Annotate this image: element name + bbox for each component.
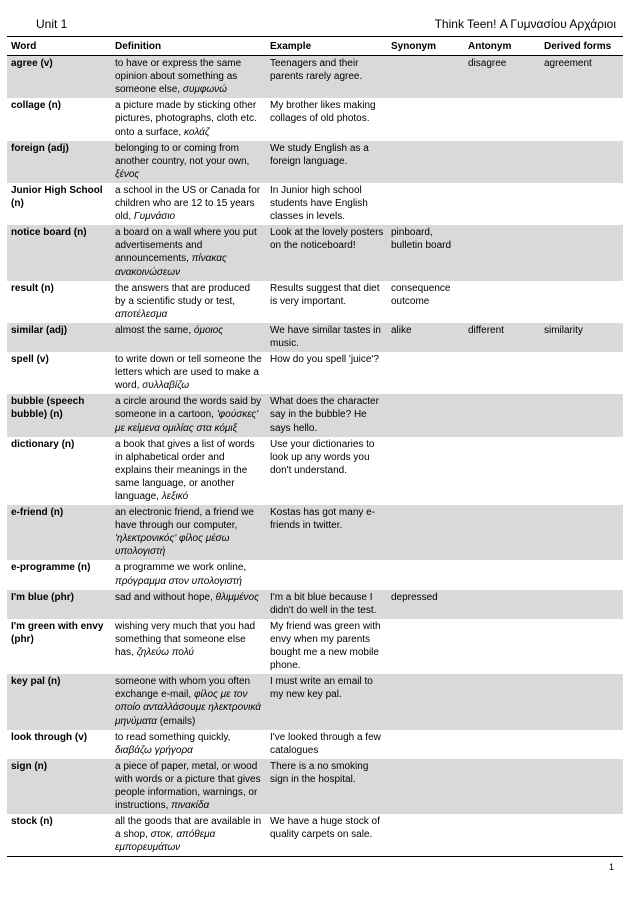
definition-text: an electronic friend, a friend we have through our computer, (115, 507, 254, 532)
antonym-cell: disagree (464, 56, 540, 99)
derived-forms-cell (540, 759, 623, 814)
definition-text: someone with whom you often exchange e-mail, (115, 676, 251, 701)
example-cell: My friend was green with envy when my parents bought me a new mobile phone. (270, 620, 381, 672)
definition-text: almost the same, (115, 324, 194, 336)
greek-translation: όμοιος (193, 324, 224, 336)
word-cell: look through (v) (11, 731, 88, 743)
antonym-cell (464, 183, 540, 225)
synonym-cell (387, 437, 464, 505)
antonym-cell (464, 394, 540, 436)
example-cell: Teenagers and their parents rarely agree. (266, 56, 387, 99)
word-cell: e-friend (n) (7, 505, 111, 560)
synonym-cell: depressed (387, 590, 464, 619)
table-row (7, 560, 623, 589)
definition-cell (111, 759, 266, 814)
word-cell: e-programme (n) (11, 562, 91, 574)
table-row (7, 281, 623, 323)
derived-forms-cell (540, 98, 623, 140)
greek-translation: 'ηλεκτρονικός' φίλος μέσω υπολογιστή (115, 533, 230, 558)
column-header-definition: Definition (111, 38, 266, 56)
derived-forms-cell (540, 619, 623, 674)
antonym-cell (464, 590, 540, 619)
derived-forms-cell (540, 674, 623, 729)
greek-translation: ξένος (115, 168, 140, 180)
derived-forms-cell (540, 814, 623, 857)
table-row (7, 814, 623, 857)
synonym-cell (387, 560, 464, 589)
example-cell (266, 560, 387, 589)
antonym-cell (464, 814, 540, 857)
word-cell: result (n) (11, 282, 54, 294)
definition-text: a school in the US or Canada for children who are 12 to 15 years old, (115, 184, 261, 223)
definition-cell (111, 437, 266, 505)
greek-translation: πρόγραμμα στον υπολογιστή (115, 575, 242, 587)
definition-text: a piece of paper, metal, or wood with words or a picture that gives people information, warnings, or instructions, (115, 760, 261, 812)
table-row (7, 437, 623, 505)
example-cell: There is a no smoking sign in the hospital. (266, 759, 387, 814)
derived-forms-cell (540, 590, 623, 619)
derived-forms-cell (540, 394, 623, 436)
definition-cell (111, 814, 266, 857)
example-cell: I'm a bit blue because I didn't do well in the test. (266, 590, 387, 619)
word-cell: I'm green with envy (phr) (11, 620, 104, 645)
table-row (7, 56, 623, 99)
example-cell: Kostas has got many e-friends in twitter. (266, 505, 387, 560)
antonym-cell: different (464, 323, 540, 352)
greek-translation: πινακίδα (171, 800, 210, 812)
definition-text: a programme we work online, (115, 562, 247, 574)
vocabulary-table (7, 38, 623, 857)
definition-cell (111, 281, 266, 323)
greek-translation: συλλαβίζω (142, 380, 190, 392)
table-row (7, 394, 623, 436)
synonym-cell (387, 98, 464, 140)
synonym-cell (387, 674, 464, 729)
definition-suffix: (emails) (157, 715, 196, 727)
table-row (7, 323, 623, 352)
word-cell: sign (n) (7, 759, 111, 814)
derived-forms-cell (540, 183, 623, 225)
antonym-cell (464, 281, 540, 323)
greek-translation: φίλος με τον οποίο ανταλλάσουμε ηλεκτρονικά μηνύματα (115, 689, 261, 727)
word-cell: foreign (adj) (7, 141, 111, 183)
definition-cell (111, 352, 266, 394)
greek-translation: ζηλεύω πολύ (136, 647, 194, 659)
table-row (7, 352, 623, 394)
greek-translation: στοκ, απόθεμα εμπορευμάτων (115, 829, 216, 854)
example-cell: Use your dictionaries to look up any words you don't understand. (270, 438, 375, 476)
synonym-cell (387, 730, 464, 759)
synonym-cell (387, 619, 464, 674)
word-cell: bubble (speech bubble) (n) (7, 394, 111, 436)
synonym-cell (387, 394, 464, 436)
greek-translation: διαβάζω γρήγορα (115, 744, 193, 756)
example-cell: Results suggest that diet is very important. (270, 282, 380, 307)
word-cell: collage (n) (11, 100, 62, 112)
table-row (7, 225, 623, 280)
page-header (36, 17, 616, 35)
synonym-cell (387, 183, 464, 225)
example-cell: My brother likes making collages of old photos. (270, 100, 376, 125)
example-cell: I must write an email to my new key pal. (266, 674, 387, 729)
word-cell: similar (adj) (7, 323, 111, 352)
derived-forms-cell: similarity (540, 323, 623, 352)
greek-translation: θλιμμένος (215, 591, 259, 603)
example-cell: What does the character say in the bubble? He says hello. (266, 394, 387, 436)
derived-forms-cell (540, 505, 623, 560)
synonym-cell (387, 814, 464, 857)
antonym-cell (464, 505, 540, 560)
antonym-cell (464, 560, 540, 589)
table-row (7, 505, 623, 560)
word-cell: stock (n) (7, 814, 111, 857)
example-cell: How do you spell 'juice'? (270, 354, 379, 366)
definition-text: to read something quickly, (115, 731, 231, 743)
derived-forms-cell (540, 225, 623, 280)
synonym-cell: consequence outcome (391, 282, 451, 307)
table-row (7, 674, 623, 729)
example-cell: I've looked through a few catalogues (270, 731, 381, 756)
greek-translation: λεξικό (161, 491, 189, 502)
definition-cell (111, 674, 266, 729)
example-cell: We study English as a foreign language. (266, 141, 387, 183)
word-cell: notice board (n) (7, 225, 111, 280)
column-header-synonym: Synonym (387, 38, 464, 56)
example-cell: We have a huge stock of quality carpets on sale. (266, 814, 387, 857)
definition-cell (111, 225, 266, 280)
synonym-cell: pinboard, bulletin board (387, 225, 464, 280)
derived-forms-cell (540, 437, 623, 505)
example-cell: Look at the lovely posters on the noticeboard! (266, 225, 387, 280)
greek-translation: αποτέλεσμα (115, 308, 168, 320)
greek-translation: 'φούσκες' με κείμενα ομιλίας στα κόμιξ (115, 409, 259, 434)
synonym-cell (387, 352, 464, 394)
definition-cell (111, 98, 266, 140)
antonym-cell (464, 759, 540, 814)
antonym-cell (464, 619, 540, 674)
definition-cell (111, 183, 266, 225)
antonym-cell (464, 225, 540, 280)
table-row (7, 98, 623, 140)
definition-text: sad and without hope, (115, 591, 216, 603)
word-cell: I'm blue (phr) (7, 590, 111, 619)
synonym-cell: alike (387, 323, 464, 352)
synonym-cell (387, 141, 464, 183)
derived-forms-cell (540, 730, 623, 759)
word-cell: spell (v) (11, 354, 49, 366)
greek-translation: Γυμνάσιο (133, 211, 176, 223)
unit-label: Unit 1 (36, 17, 68, 31)
derived-forms-cell (540, 281, 623, 323)
synonym-cell (387, 56, 464, 99)
antonym-cell (464, 141, 540, 183)
definition-cell (111, 394, 266, 436)
column-header-word: Word (7, 38, 111, 56)
word-cell: key pal (n) (7, 674, 111, 729)
table-row (7, 759, 623, 814)
example-cell: In Junior high school students have English classes in levels. (270, 184, 368, 223)
synonym-cell (387, 759, 464, 814)
antonym-cell (464, 674, 540, 729)
column-header-example: Example (266, 38, 387, 56)
definition-text: to have or express the same opinion about something as someone else, (115, 58, 242, 96)
column-header-antonym: Antonym (464, 38, 540, 56)
definition-text: belonging to or coming from another country, not your own, (115, 142, 250, 167)
definition-text: a picture made by sticking other pictures, photographs, cloth etc. onto a surface, (115, 100, 257, 138)
antonym-cell (464, 437, 540, 505)
definition-text: the answers that are produced by a scientific study or test, (115, 282, 251, 307)
column-header-derived-forms: Derived forms (540, 38, 623, 56)
definition-cell (111, 560, 266, 589)
greek-translation: πίνακας ανακοινώσεων (115, 253, 227, 278)
definition-text: to write down or tell someone the letters which are used to make a word, (115, 354, 262, 392)
antonym-cell (464, 352, 540, 394)
definition-cell (111, 730, 266, 759)
example-cell: We have similar tastes in music. (266, 323, 387, 352)
definition-text: a book that gives a list of words in alphabetical order and explains their meanings in the same language, or another language, (115, 438, 255, 502)
antonym-cell (464, 98, 540, 140)
table-row (7, 730, 623, 759)
definition-cell (111, 505, 266, 560)
definition-text: a circle around the words said by someone in a cartoon, (115, 396, 262, 421)
table-header-row (7, 38, 623, 56)
definition-text: a board on a wall where you put advertisements and announcements, (115, 227, 257, 265)
definition-cell (111, 56, 266, 99)
definition-cell (111, 141, 266, 183)
table-row (7, 619, 623, 674)
table-row (7, 141, 623, 183)
greek-translation: κολάζ (183, 126, 210, 138)
word-cell: dictionary (n) (11, 438, 75, 450)
word-cell: agree (v) (7, 56, 111, 99)
derived-forms-cell (540, 352, 623, 394)
definition-cell (111, 323, 266, 352)
antonym-cell (464, 730, 540, 759)
definition-cell (111, 619, 266, 674)
derived-forms-cell (540, 141, 623, 183)
page-number: 1 (608, 862, 614, 872)
header-rule (7, 36, 623, 37)
greek-translation: συμφωνώ (182, 84, 227, 96)
book-title: Think Teen! Α Γυμνασίου Αρχάριοι (434, 17, 616, 31)
definition-cell (111, 590, 266, 619)
definition-text: wishing very much that you had something that someone else has, (115, 620, 256, 659)
derived-forms-cell (540, 560, 623, 589)
table-row (7, 183, 623, 225)
derived-forms-cell: agreement (540, 56, 623, 99)
table-row (7, 590, 623, 619)
synonym-cell (387, 505, 464, 560)
word-cell: Junior High School (n) (11, 184, 103, 210)
definition-text: all the goods that are available in a shop, (115, 816, 262, 841)
